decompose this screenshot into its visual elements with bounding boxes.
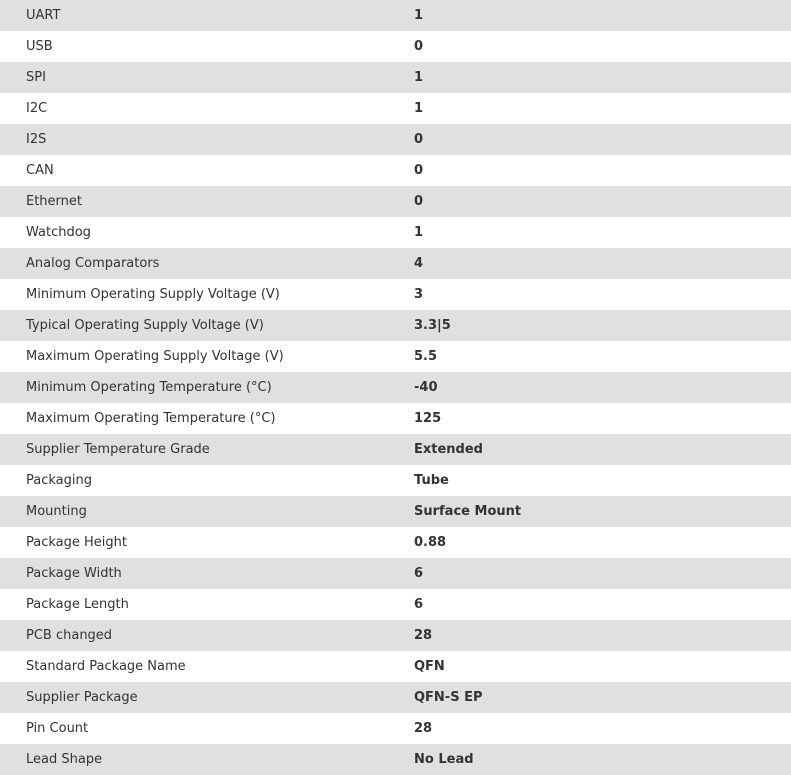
spec-name: Supplier Package <box>26 690 138 705</box>
spec-name: UART <box>26 8 61 23</box>
table-row <box>0 372 791 403</box>
spec-name: CAN <box>26 163 54 178</box>
spec-value: Surface Mount <box>414 504 522 519</box>
spec-value: -40 <box>414 380 438 395</box>
spec-name: Minimum Operating Temperature (°C) <box>26 380 272 395</box>
table-row <box>0 124 791 155</box>
spec-value: Extended <box>414 442 483 457</box>
table-row <box>0 403 791 434</box>
spec-name: I2C <box>26 101 48 116</box>
table-row <box>0 527 791 558</box>
table-row <box>0 496 791 527</box>
table-row <box>0 155 791 186</box>
spec-name: Packaging <box>26 473 92 488</box>
spec-name: Package Width <box>26 566 122 581</box>
spec-value: 3 <box>414 287 424 302</box>
spec-value: 28 <box>414 628 433 643</box>
spec-value: 1 <box>414 8 424 23</box>
spec-name: Typical Operating Supply Voltage (V) <box>26 318 264 333</box>
spec-value: 5.5 <box>414 349 438 364</box>
table-row <box>0 620 791 651</box>
spec-value: 3.3|5 <box>414 318 451 333</box>
spec-name: Analog Comparators <box>26 256 160 271</box>
table-row <box>0 0 791 31</box>
table-row <box>0 465 791 496</box>
spec-value: 6 <box>414 566 424 581</box>
table-row <box>0 248 791 279</box>
table-row <box>0 62 791 93</box>
spec-name: Minimum Operating Supply Voltage (V) <box>26 287 280 302</box>
spec-name: PCB changed <box>26 628 113 643</box>
spec-value: 28 <box>414 721 433 736</box>
spec-value: 6 <box>414 597 424 612</box>
spec-name: Pin Count <box>26 721 89 736</box>
spec-name: Mounting <box>26 504 87 519</box>
spec-name: Maximum Operating Supply Voltage (V) <box>26 349 284 364</box>
table-row <box>0 713 791 744</box>
spec-value: 4 <box>414 256 424 271</box>
spec-name: SPI <box>26 70 46 85</box>
table-row <box>0 434 791 465</box>
table-row <box>0 651 791 682</box>
spec-value: 1 <box>414 70 424 85</box>
spec-value: 125 <box>414 411 442 426</box>
spec-name: Lead Shape <box>26 752 103 767</box>
table-row <box>0 279 791 310</box>
table-row <box>0 310 791 341</box>
table-row <box>0 744 791 775</box>
spec-value: Tube <box>414 473 449 488</box>
spec-name: Package Height <box>26 535 127 550</box>
spec-value: 0 <box>414 163 424 178</box>
table-row <box>0 589 791 620</box>
spec-value: 1 <box>414 225 424 240</box>
spec-name: I2S <box>26 132 47 147</box>
spec-value: 0 <box>414 39 424 54</box>
spec-name: Standard Package Name <box>26 659 186 674</box>
spec-name: USB <box>26 39 53 54</box>
table-row <box>0 558 791 589</box>
table-row <box>0 217 791 248</box>
table-row <box>0 341 791 372</box>
table-row <box>0 31 791 62</box>
spec-value: No Lead <box>414 752 474 767</box>
spec-name: Package Length <box>26 597 129 612</box>
spec-name: Watchdog <box>26 225 91 240</box>
spec-name: Maximum Operating Temperature (°C) <box>26 411 276 426</box>
spec-name: Ethernet <box>26 194 82 209</box>
table-row <box>0 186 791 217</box>
spec-value: 0 <box>414 132 424 147</box>
spec-name: Supplier Temperature Grade <box>26 442 210 457</box>
spec-value: QFN-S EP <box>414 690 483 705</box>
spec-value: 0.88 <box>414 535 447 550</box>
table-row <box>0 93 791 124</box>
spec-value: 0 <box>414 194 424 209</box>
spec-value: QFN <box>414 659 445 674</box>
table-row <box>0 682 791 713</box>
spec-value: 1 <box>414 101 424 116</box>
